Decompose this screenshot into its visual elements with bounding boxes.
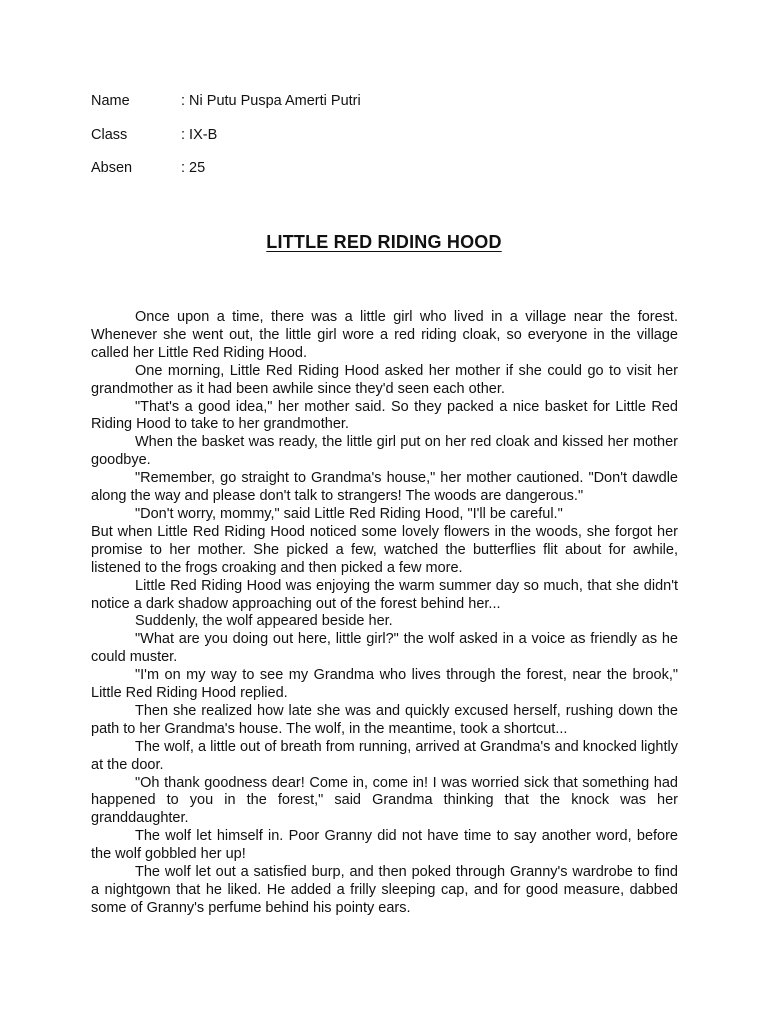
story-paragraph: Suddenly, the wolf appeared beside her. — [135, 613, 393, 630]
story-paragraph: Then she realized how late she was and quickly excused herself, rushing down the path to her Grandma's house. The wolf, in the meantime, took a shortcut... — [91, 702, 678, 737]
story-paragraph: "What are you doing out here, little girl?" the wolf asked in a voice as friendly as he could muster. — [91, 631, 678, 666]
story-paragraph: "Remember, go straight to Grandma's house," her mother cautioned. "Don't dawdle along the way and please don't talk to strangers! The woods are dangerous." — [91, 470, 678, 505]
story-paragraph: One morning, Little Red Riding Hood asked her mother if she could go to visit her grandmother as it had been awhile since they'd seen each other. — [91, 362, 678, 397]
name-value: : Ni Putu Puspa Amerti Putri — [181, 93, 361, 109]
absen-row — [91, 159, 361, 193]
class-value: : IX-B — [181, 126, 218, 143]
class-row — [91, 126, 361, 160]
story-body — [91, 309, 678, 918]
story-paragraph: But when Little Red Riding Hood noticed some lovely flowers in the woods, she forgot her promise to her mother. She picked a few, watched the butterflies flit about for awhile, listened to the frogs croaking and then picked a few more. — [91, 523, 678, 576]
story-paragraph: The wolf let out a satisfied burp, and then poked through Granny's wardrobe to find a nightgown that he liked. He added a frilly sleeping cap, and for good measure, dabbed some of Granny's perfume behind his pointy ears. — [91, 864, 678, 916]
story-paragraph: The wolf let himself in. Poor Granny did not have time to say another word, before the wolf gobbled her up! — [91, 828, 678, 863]
story-paragraph: "That's a good idea," her mother said. So they packed a nice basket for Little Red Riding Hood to take to her grandmother. — [91, 398, 678, 433]
story-paragraph: The wolf, a little out of breath from running, arrived at Grandma's and knocked lightly at the door. — [91, 738, 678, 773]
name-row — [91, 92, 361, 126]
story-paragraph: When the basket was ready, the little girl put on her red cloak and kissed her mother goodbye. — [91, 434, 678, 469]
story-paragraph: Little Red Riding Hood was enjoying the warm summer day so much, that she didn't notice a dark shadow approaching out of the forest behind her... — [91, 577, 678, 612]
absen-value: : 25 — [181, 160, 206, 176]
story-title: LITTLE RED RIDING HOOD — [266, 232, 502, 252]
name-label: Name — [91, 93, 130, 109]
story-paragraph: "I'm on my way to see my Grandma who lives through the forest, near the brook," Little Red Riding Hood replied. — [91, 667, 678, 702]
story-paragraph: "Don't worry, mommy," said Little Red Riding Hood, "I'll be careful." — [135, 505, 563, 522]
story-paragraph: "Oh thank goodness dear! Come in, come in! I was worried sick that something had happened to you in the forest," said Grandma thinking that the knock was her granddaughter. — [91, 774, 678, 827]
student-info — [91, 92, 361, 193]
absen-label: Absen — [91, 160, 133, 176]
story-paragraph: Once upon a time, there was a little girl who lived in a village near the forest. Whenever she went out, the little girl wore a red riding cloak, so everyone in the village called her Little Red Riding Hood. — [91, 309, 678, 361]
class-label: Class — [91, 126, 128, 143]
